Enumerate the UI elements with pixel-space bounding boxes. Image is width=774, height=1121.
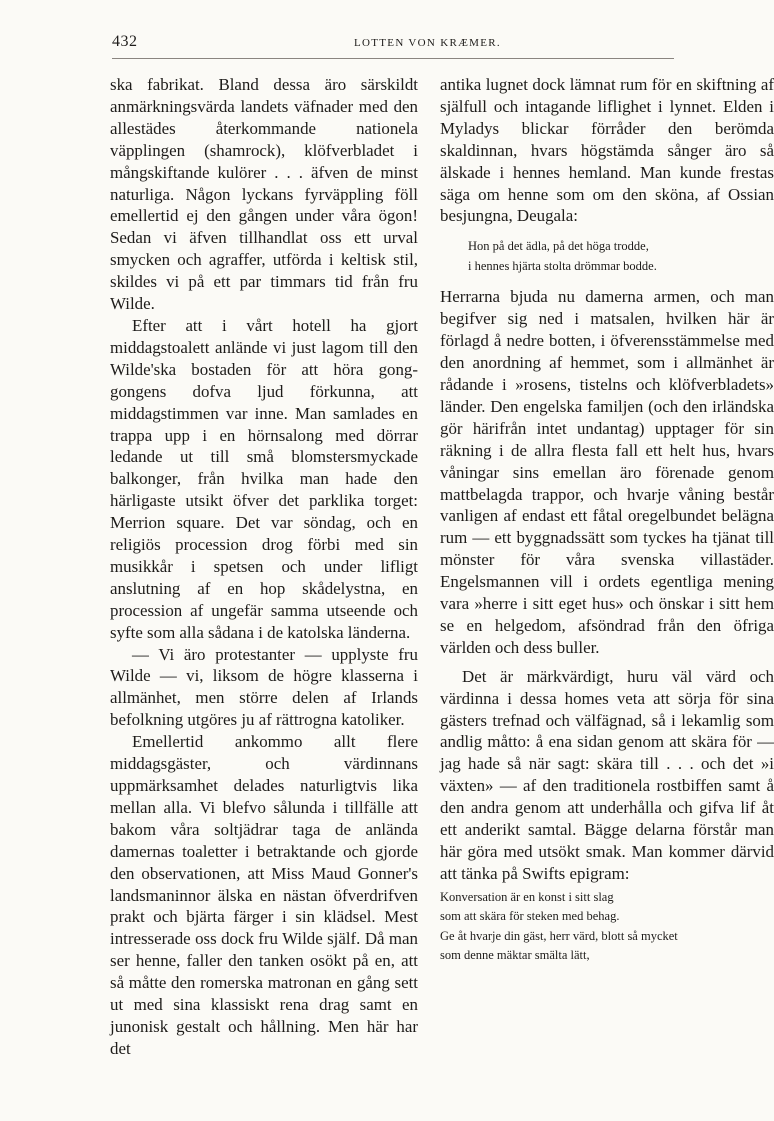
page-header [112,30,674,59]
paragraph: Det är märkvärdigt, huru väl värd och värdinna i dessa homes veta att sörja för sina gästers trefnad och välfägnad, så i lekamlig som andlig måtto: å ena sidan genom att skära för — jag hade så när sagt: skära till . . . och det »i växten» — af den traditionela rostbiffen samt å den andra genom att underhålla och gifva lif åt ett anderikt samtal. Bägge delarna förstår man här göra med utsökt smak. Man kommer därvid att tänka på Swifts epigram: [440,666,774,883]
paragraph: Herrarna bjuda nu damerna armen, och man begifver sig ned i matsalen, hvilken här är förlagd å nedre botten, i öfverensstämmelse med den anordning af hemmet, som i allmänhet är rådande i »rosens, tistelns och klöfverbladets» länder. Den engelska familjen (och den irländska gör härifrån intet undantag) upptager för sin räkning i de allra flesta fall ett helt hus, hvars våningar sins emellan äro förenade genom mattbelagda trappor, och hvarje våning består vanligen af endast ett fåtal oregelbundet belägna rum — ett byggnadssätt som tyckes ha tjänat till mönster för våra svenska villastäder. Engelsmannen vill i ordets egentliga mening vara »herre i sitt eget hus» och önskar i sitt hem se en helgedom, afsöndrad från den öfriga världen och dess buller. [440,287,774,657]
paragraph: Efter att i vårt hotell ha gjort middagstoalett anlände vi just lagom till den Wilde'ska bostaden för att höra gong-gongens dofva ljud förkunna, att middagstimmen var inne. Man samlades en trappa upp i en hörnsalong med dörrar ledande ut till små blomstersmyckade balkonger, från hvilka man hade den härligaste utsikt öfver det parklika torget: Merrion square. Det var söndag, och en religiös procession drog förbi med sin musikkår i spetsen och under lifligt anslutning af en hop skådelystna, en procession af ungefär samma utseende och syfte som alla sådana i de katolska länderna. [110,315,418,642]
poem-line: som denne mäktar smälta lätt, [440,948,590,963]
poem-line: i hennes hjärta stolta drömmar bodde. [468,258,657,273]
paragraph: — Vi äro protestanter — upplyste fru Wilde — vi, liksom de högre klasserna i allmänhet, men större delen af Irlands befolkning utgöres ju af rättrogna katoliker. [110,644,418,730]
paragraph: Emellertid ankommo allt flere middagsgäster, och värdinnans uppmärksamhet delades naturligtvis lika mellan alla. Vi blefvo sålunda i tillfälle att bakom våra soltjädrar taga de anlända damernas toaletter i betraktande och gjorde den observationen, att Miss Maud Gonner's landsmaninnor älska en nästan öfverdrifven prakt och bjärta färger i sin klädsel. Mest intresserade oss dock fru Wilde själf. Då man ser henne, faller den tanken osökt på en, att så måtte den romerska matronan en gång sett ut med sina klassiskt rena drag samt en junonisk gestalt och hållning. Men här har det [110,732,418,1058]
page-number: 432 [112,33,138,50]
running-head: LOTTEN VON KRÆMER. [354,37,501,49]
poem-line: Ge åt hvarje din gäst, herr värd, blott så mycket [440,928,678,943]
poem-line: som att skära för steken med behag. [440,909,620,924]
paragraph: antika lugnet dock lämnat rum för en skiftning af själfull och intagande liflighet i lynnet. Elden i Myladys blickar förråder den berömda skaldinnan, hvars högstämda sånger äro så älskade i hennes hemland. Man kunde frestas säga om henne som om den sköna, af Ossian besjungna, Deugala: [440,75,774,226]
poem-line: Konversation är en konst i sitt slag [440,889,614,904]
paragraph: ska fabrikat. Bland dessa äro särskildt anmärkningsvärda landets väfnader med den allestädes återkommande nationela väpplingen (shamrock), klöfverbladet i mångskiftande kulörer . . . äfven de minst naturliga. Någon lyckans fyrväppling föll emellertid ej den gången under våra ögon! Sedan vi äfven tillhandlat oss ett urval smycken och agraffer, utförda i keltisk stil, skildes vi på ett par timmars tid från fru Wilde. [110,75,418,314]
poem-quote [468,237,774,276]
epigram-quote [440,888,774,966]
poem-line: Hon på det ädla, på det höga trodde, [468,239,649,254]
left-column [110,74,418,1060]
right-column [440,74,774,966]
